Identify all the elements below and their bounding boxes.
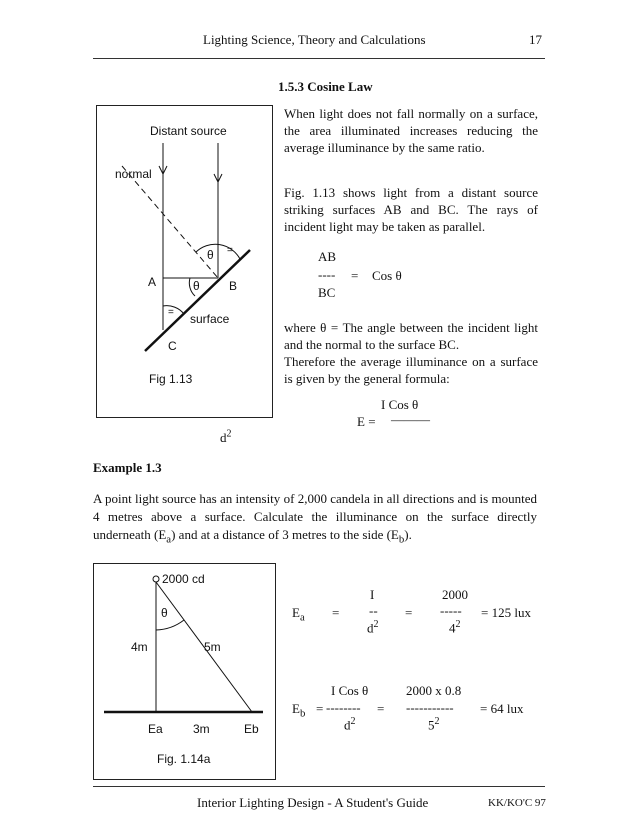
theta-top-label: θ xyxy=(207,248,214,262)
ea-numerator-2: 2000 xyxy=(442,587,468,602)
figure-1-14a-caption: Fig. 1.14a xyxy=(157,752,211,766)
example-title: Example 1.3 xyxy=(93,460,162,475)
height-label: 4m xyxy=(131,640,148,654)
ea-result: = 125 lux xyxy=(481,605,531,620)
example-text-mid: ) and at a distance of 3 metres to the side (E xyxy=(171,527,399,542)
eb-denominator-2: $5^2$ xyxy=(428,716,440,733)
eb-denominator-1: $d^2$ xyxy=(344,716,356,733)
normal-label: normal xyxy=(115,167,152,181)
footer-rule xyxy=(93,786,545,787)
eb-dash-1: -------- xyxy=(326,700,361,715)
ea-equals-1: = xyxy=(332,605,340,620)
formula-numerator: I Cos θ xyxy=(381,397,419,412)
cosine-para-2: Fig. 1.13 shows light from a distant source striking surfaces AB and BC. The rays of incident light may be taken as parallel. xyxy=(284,185,538,234)
eb-e: E xyxy=(292,701,300,716)
ea-sub: a xyxy=(299,611,305,624)
example-text-pre: A point light source has an intensity of 2,000 candela in all directions and is mounted 4 metres above a surface. Calculate the illuminance on the surface directly underneath (E xyxy=(93,491,537,542)
eb-numerator-1: I Cos θ xyxy=(331,683,369,698)
ea-numerator-1: I xyxy=(370,587,375,602)
section-title: 1.5.3 Cosine Law xyxy=(278,79,373,94)
cosine-para-1: When light does not fall normally on a surface, the area illuminated increases reducing the average illuminance by the same ratio. xyxy=(284,106,538,155)
footer-title: Interior Lighting Design - A Student's Guide xyxy=(197,795,429,810)
formula-denominator-text: $d^2$ xyxy=(220,429,232,446)
figure-1-13-caption: Fig 1.13 xyxy=(149,372,193,386)
eb-label xyxy=(292,701,305,720)
ratio-numerator: AB xyxy=(318,249,337,264)
eb-sub: b xyxy=(299,707,306,720)
cosine-para-4: Therefore the average illuminance on a surface is given by the general formula: xyxy=(284,354,538,386)
label-c: C xyxy=(168,339,177,353)
ratio-equals: = xyxy=(351,268,359,283)
cosine-para-3: where θ = The angle between the incident light and the normal to the surface BC. xyxy=(284,320,538,352)
formula-bar: ——— xyxy=(391,412,430,427)
ratio-denominator: BC xyxy=(318,285,336,300)
distant-source-label: Distant source xyxy=(150,124,227,138)
ea-point-label: Ea xyxy=(148,722,163,736)
ea-e: E xyxy=(292,605,300,620)
ea-dash-2: ----- xyxy=(440,603,462,618)
source-label: 2000 cd xyxy=(162,572,205,586)
ratio-rhs: Cos θ xyxy=(372,268,402,283)
ratio-dash: ---- xyxy=(318,267,336,282)
eb-point-label: Eb xyxy=(244,722,259,736)
eb-equals-2: = xyxy=(377,701,385,716)
ea-dash-1: -- xyxy=(369,603,378,618)
ea-denominator-1: $d^2$ xyxy=(367,619,379,636)
equal-mark-top: = xyxy=(227,245,233,256)
distance-label: 3m xyxy=(193,722,210,736)
formula-lhs: E = xyxy=(357,414,376,429)
ea-equals-2: = xyxy=(405,605,413,620)
theta-mid-label: θ xyxy=(193,279,200,293)
ea-denominator-2: $4^2$ xyxy=(449,619,461,636)
footer-code: KK/KO'C 97 xyxy=(488,797,546,809)
light-source-icon xyxy=(153,576,159,582)
label-b: B xyxy=(229,279,238,293)
theta-label: θ xyxy=(161,606,168,620)
header-title: Lighting Science, Theory and Calculations xyxy=(203,32,426,47)
page-number: 17 xyxy=(529,32,542,47)
angle-arc xyxy=(156,620,184,630)
eb-dash-2: ----------- xyxy=(406,700,454,715)
example-text-post: ). xyxy=(404,527,412,542)
hypotenuse-label: 5m xyxy=(204,640,221,654)
ea-label xyxy=(292,605,305,624)
label-a: A xyxy=(148,275,157,289)
eb-numerator-2: 2000 x 0.8 xyxy=(406,683,462,698)
eb-result: = 64 lux xyxy=(480,701,524,716)
example-sub-b: b xyxy=(398,533,405,546)
surface-label: surface xyxy=(190,312,230,326)
example-sub-a: a xyxy=(166,533,172,546)
equal-mark-bottom: = xyxy=(168,307,174,318)
eb-equals-1: = xyxy=(316,701,324,716)
